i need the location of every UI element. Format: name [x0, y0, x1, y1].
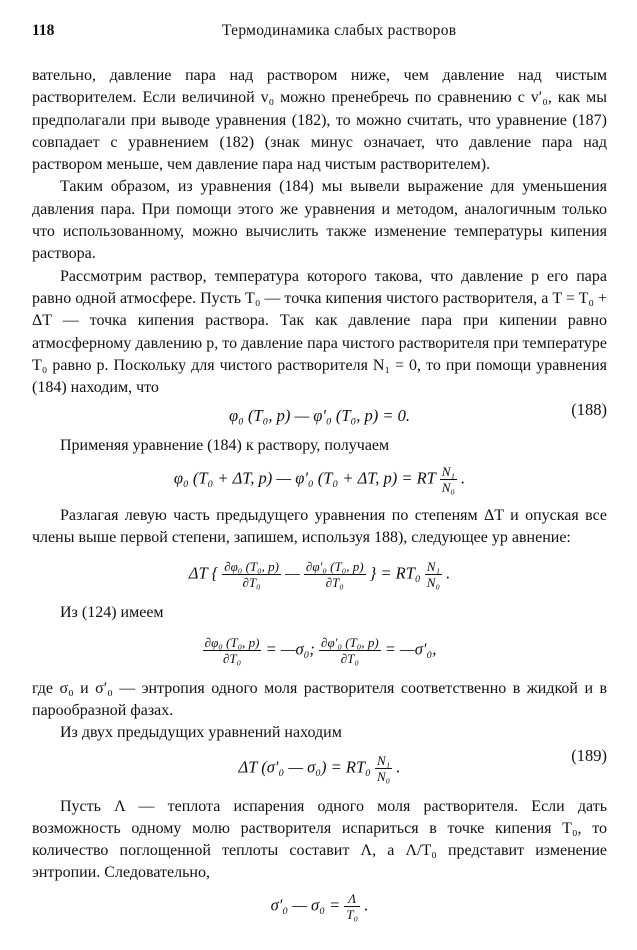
- denominator: ∂T₀: [340, 650, 359, 666]
- equation-rhs: = —σ₀;: [265, 638, 315, 658]
- equation-189: [32, 745, 607, 796]
- numerator: N₁: [426, 559, 440, 575]
- equation-left: φ₀ (T₀ + ΔT, p) — φ′₀ (T₀ + ΔT, p) = RT: [173, 468, 436, 488]
- paragraph: Рассмотрим раствор, температура которого такова, что давление p его пара равно одной атмосфере. Пусть T₀ — точка кипения чистого растворителя, а T = T₀ + ΔT — точка кипения раствора. Так как давление пара при кипении равно атмосферному давлению p, то давление пара чистого растворителя при температуре T₀ равно p. Поскольку для чистого растворителя N₁ = 0, то при помощи уравнения (184) находим, что: [32, 267, 607, 397]
- fraction: [440, 464, 457, 495]
- paragraph: Разлагая левую часть предыдущего уравнения по степеням ΔT и опуская все члены выше первой степени, запишем, используя 188), следующее ур авнение:: [32, 506, 607, 547]
- equation-number: (188): [571, 400, 607, 420]
- page-number: 118: [32, 22, 55, 39]
- equation-expansion: ΔT { $\frac{\text{∂φ₀ (T₀, p)}}{\text{∂T₀}}$ — $\frac{\text{∂φ′₀ (T₀, p)}}{\text{∂T₀}}$ } = RT₀ $\frac{\text{N₁}}{\text{N₀}}$ .: [188, 559, 451, 591]
- equation-solution: [32, 458, 607, 505]
- equation-body: φ₀ (T₀, p) — φ′₀ (T₀, p) = 0.: [228, 406, 411, 426]
- equation-prefix: ΔT {: [188, 563, 219, 583]
- denominator: ∂T₀: [222, 650, 242, 666]
- period: .: [446, 563, 451, 583]
- numerator: ∂φ′₀ (T₀, p): [321, 634, 379, 650]
- running-title: Термодинамика слабых растворов: [222, 22, 457, 39]
- numerator: Λ: [344, 891, 360, 907]
- period: .: [461, 468, 466, 488]
- fraction: [319, 635, 381, 666]
- fraction: [425, 559, 442, 590]
- fraction: [203, 635, 262, 666]
- equation-188: [32, 399, 607, 435]
- numerator: ∂φ′₀ (T₀, p): [305, 559, 364, 575]
- equation-suffix: } = RT₀: [369, 563, 421, 583]
- paragraph: вательно, давление пара над раствором ниже, чем давление над чистым растворителем. Если величиной v₀ можно пренебречь по сравнению с v′₀, как мы предполагали при выводе уравнения (182), то можно считать, что уравнение (187) совпадает с уравнением (182) (знак минус означает, что давление пара над раствором меньше, чем давление пара над чистым растворителем).: [32, 67, 607, 174]
- period: .: [396, 756, 401, 776]
- denominator: ∂T₀: [242, 575, 261, 591]
- paragraph: Применяя уравнение (184) к раствору, получаем: [60, 437, 390, 455]
- denominator: N₀: [426, 575, 440, 591]
- denominator: N₀: [441, 479, 455, 495]
- denominator: T₀: [346, 906, 359, 922]
- paragraph: Таким образом, из уравнения (184) мы вывели выражение для уменьшения давления пара. При помощи этого же уравнения и методом, аналогичным только что использованному, можно вычислить также изменение температуры кипения раствора.: [32, 178, 607, 263]
- denominator: N₀: [377, 768, 391, 784]
- numerator: N₁: [377, 752, 391, 768]
- numerator: ∂φ₀ (T₀, p): [224, 559, 279, 575]
- paragraph: Из (124) имеем: [60, 604, 164, 622]
- equation-entropy-change: [32, 885, 607, 922]
- period: .: [364, 895, 369, 914]
- equation-entropy: [32, 625, 607, 678]
- fraction: [375, 753, 392, 784]
- paragraph: где σ₀ и σ′₀ — энтропия одного моля растворителя соответственно в жидкой и в парообразной фазах.: [32, 679, 607, 719]
- numerator: N₁: [441, 463, 455, 479]
- denominator: ∂T₀: [325, 575, 344, 591]
- equation-left: σ′₀ — σ₀ =: [270, 895, 341, 914]
- fraction: [344, 891, 360, 922]
- page-body: [32, 65, 607, 922]
- paragraph: Из двух предыдущих уравнений находим: [60, 724, 342, 742]
- fraction: [222, 559, 281, 590]
- equation-left: ΔT (σ′₀ — σ₀) = RT₀: [238, 756, 371, 776]
- numerator: ∂φ₀ (T₀, p): [204, 634, 260, 650]
- equation-number: (189): [571, 745, 607, 765]
- fraction: [304, 559, 366, 590]
- paragraph: Пусть Λ — теплота испарения одного моля растворителя. Если дать возможность одному молю растворителя испариться в точке кипения T₀, то количество поглощенной теплоты составит Λ, а Λ/T₀ представит изменение энтропии. Следовательно,: [32, 797, 607, 882]
- equation-rhs: = —σ′₀,: [384, 638, 437, 658]
